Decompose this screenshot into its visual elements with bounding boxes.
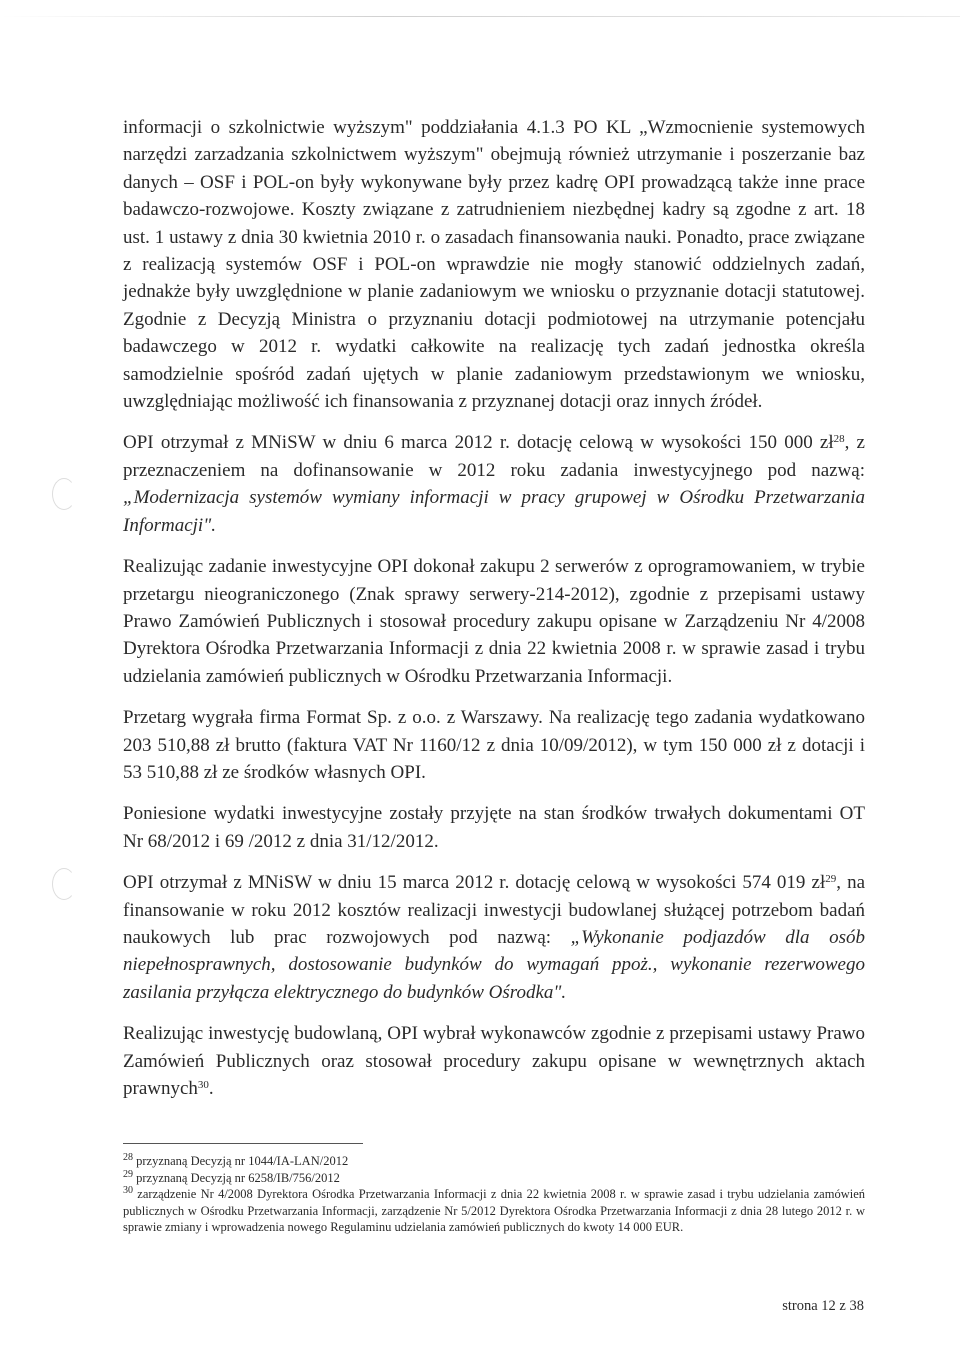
footnote-28 [123,1153,865,1170]
paragraph-p1 [123,114,865,415]
paragraph-p4 [123,704,865,786]
italic-title: „Wykonanie podjazdów dla osób niepełnosprawnych, dostosowanie budynków do wymagań ppoż., wykonanie rezerwowego zasilania przyłącza elektrycznego do budynków Ośrodka". [123,926,865,1003]
page-number: strona 12 z 38 [782,1298,864,1314]
footnote-reference: 29 [825,873,837,886]
text-run: Poniesione wydatki inwestycyjne zostały przyjęte na stan środków trwałych dokumentami OT Nr 68/2012 i 69 /2012 z dnia 31/12/2012. [123,803,865,852]
italic-title: „Modernizacja systemów wymiany informacji w pracy grupowej w Ośrodku Przetwarzania Informacji". [123,487,865,536]
footnote-number: 30 [123,1185,133,1196]
footnote-text: przyznaną Decyzją nr 6258/IB/756/2012 [133,1170,340,1185]
text-run: . [208,1078,214,1099]
footnote-separator [123,1143,363,1144]
footnote-text: zarządzenie Nr 4/2008 Dyrektora Ośrodka Przetwarzania Informacji z dnia 22 kwietnia 2008 r. w sprawie zasad i trybu udzielania zamówień publicznych w Ośrodku Przetwarzania Informacji, zarządzenie Nr 5/2012 Dyrektora Ośrodka Przetwarzania Informacji z dnia 28 lutego 2012 r. w sprawie zmiany i wprowadzenia nowego Regulaminu udzielania zamówień publicznych do kwoty 14 000 EUR. [123,1187,865,1234]
footnote-30 [123,1186,865,1236]
punch-hole-mark [52,868,76,900]
text-run: , z przeznaczeniem na dofinansowanie w 2012 roku zadania inwestycyjnego pod nazwą: [123,432,865,481]
footnote-text: przyznaną Decyzją nr 1044/IA-LAN/2012 [133,1154,349,1168]
footnote-reference: 30 [197,1079,209,1091]
paragraph-p5 [123,800,865,855]
text-run: Przetarg wygrała firma Format Sp. z o.o. z Warszawy. Na realizację tego zadania wydatkowano 203 510,88 zł brutto (faktura VAT Nr 1160/12 z dnia 10/09/2012), w tym 150 000 zł z dotacji i 53 510,88 zł ze środków własnych OPI. [123,707,865,783]
text-run: informacji o szkolnictwie wyższym" poddziałania 4.1.3 PO KL „Wzmocnienie systemowych narzędzi zarzadzania szkolnictwem wyższym" obejmują również utrzymanie i poszerzanie baz danych – OSF i POL-on były wykonywane były przez kadrę OPI prowadzącą także inne prace badawczo-rozwojowe. Koszty związane z zatrudnieniem niezbędnej kadry są zgodne z art. 18 ust. 1 ustawy z dnia 30 kwietnia 2010 r. o zasadach finansowania nauki. Ponadto, prace związane z realizacją systemów OSF i POL-on wprawdzie nie mogły stanowić oddzielnych zadań, jednakże były uwzględnione w planie zadaniowym we wniosku o przyznanie dotacji statutowej. Zgodnie z Decyzją Ministra o przyznaniu dotacji podmiotowej na utrzymanie potencjału badawczego w 2012 r. wydatki całkowite na realizację tych zadań jednostka określa samodzielnie spośród zadań ujętych w planie zadaniowym przedstawionym we wniosku, uwzględniając możliwość ich finansowania z przyznanej dotacji oraz innych źródeł. [123,117,865,413]
footnote-29 [123,1170,865,1187]
scan-edge-line [0,16,960,17]
punch-hole-mark [52,478,76,510]
text-run: OPI otrzymał z MNiSW w dniu 15 marca 2012 r. dotację celową w wysokości 574 019 zł [123,872,826,894]
body-text [123,114,865,1116]
footnote-reference: 28 [833,433,845,446]
footnote-number: 28 [123,1152,133,1163]
text-run: Realizując zadanie inwestycyjne OPI dokonał zakupu 2 serwerów z oprogramowaniem, w trybie przetargu nieograniczonego (Znak sprawy serwery-214-2012), zgodnie z przepisami ustawy Prawo Zamówień Publicznych i stosował procedury zakupu opisane w Zarządzeniu Nr 4/2008 Dyrektora Ośrodka Przetwarzania Informacji z dnia 22 kwietnia 2008 r. w sprawie zasad i trybu udzielania zamówień publicznych w Ośrodku Przetwarzania Informacji. [123,556,865,687]
text-run: Realizując inwestycję budowlaną, OPI wybrał wykonawców zgodnie z przepisami ustawy Prawo Zamówień Publicznych oraz stosował procedury zakupu opisane w wewnętrznych aktach prawnych [123,1023,865,1099]
paragraph-p6 [123,869,865,1006]
paragraph-p2 [123,429,865,539]
footnotes [123,1153,865,1236]
footnote-number: 29 [123,1168,133,1180]
paragraph-p3 [123,553,865,690]
text-run: OPI otrzymał z MNiSW w dniu 6 marca 2012 r. dotację celową w wysokości 150 000 zł [123,432,834,454]
paragraph-p7 [123,1020,865,1102]
text-run: , na finansowanie w roku 2012 kosztów realizacji inwestycji budowlanej służącej potrzebom badań naukowych lub prac rozwojowych pod nazwą: [123,872,866,948]
